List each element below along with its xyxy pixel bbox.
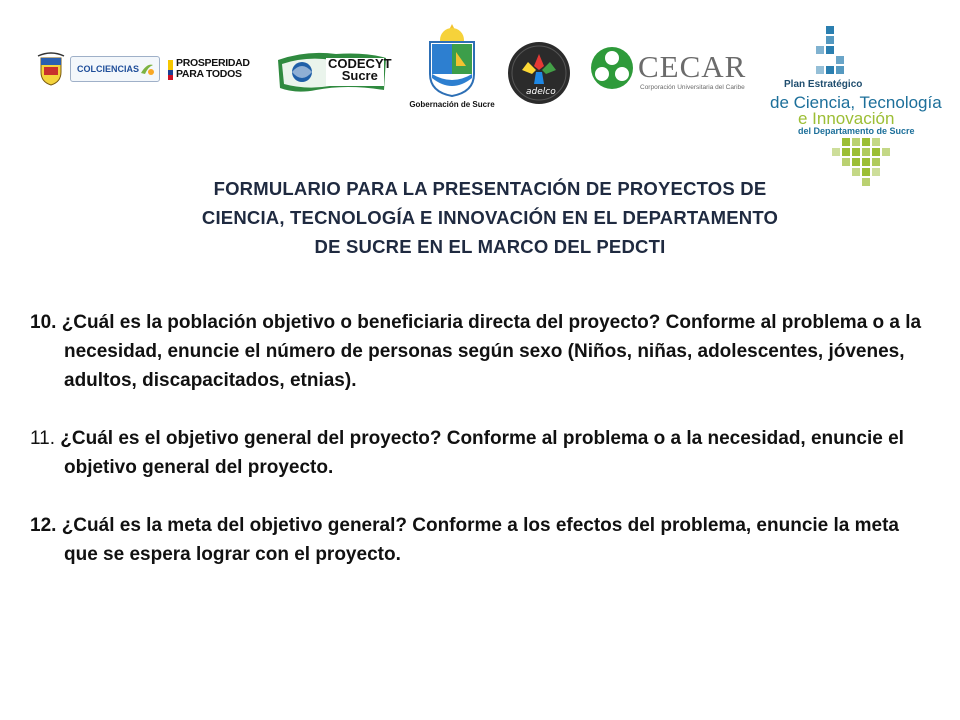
plan-line3: e Innovación [798, 109, 895, 128]
codecyt-line1: CODECYT [328, 56, 392, 71]
question-text: ¿Cuál es la población objetivo o beneficiaria directa del proyecto? Conforme al problema o a la necesidad, enuncie el número de personas según sexo (Niños, niñas, adolescentes, jóvenes, adultos, discapacitados, etnias). [61, 312, 922, 391]
plan-line2: de Ciencia, Tecnología [770, 93, 942, 112]
colombia-coat-of-arms-icon [36, 52, 66, 86]
title-line-2: CIENCIA, TECNOLOGÍA E INNOVACIÓN EN EL DEPARTAMENTO [201, 207, 779, 228]
colciencias-label: COLCIENCIAS [77, 64, 140, 74]
question-number: 12. [30, 515, 57, 536]
question-11 [30, 424, 930, 482]
red-adelco-logo [506, 40, 572, 106]
question-number: 10. [30, 312, 57, 333]
cecar-emblem-icon [590, 46, 634, 90]
prosperidad-line1: PROSPERIDAD [176, 57, 250, 69]
question-12 [30, 511, 930, 569]
colciencias-logo [36, 52, 162, 86]
plan-estrategico-logo [768, 24, 944, 194]
colombia-flag-icon [168, 60, 173, 80]
colciencias-badge [70, 56, 160, 82]
cecar-subtitle: Corporación Universitaria del Caribe [640, 84, 745, 91]
question-10 [30, 308, 930, 395]
swoosh-icon [139, 61, 155, 77]
codecyt-logo [276, 50, 392, 94]
svg-text:adelco: adelco [526, 87, 556, 97]
title-line-3: DE SUCRE EN EL MARCO DEL PEDCTI [314, 236, 666, 257]
cecar-name: CECAR [638, 49, 747, 84]
red-adelco-logo-icon [506, 40, 572, 106]
question-text: ¿Cuál es la meta del objetivo general? Conforme a los efectos del problema, enuncie la meta que se espera lograr con el proyecto. [61, 515, 899, 565]
gobernacion-logo [402, 22, 502, 114]
prosperidad-logo [168, 58, 254, 84]
codecyt-line2: Sucre [341, 68, 378, 83]
question-number: 11. [30, 428, 56, 449]
plan-line1a: Plan Estratégico [784, 79, 863, 90]
title-line-1: FORMULARIO PARA LA PRESENTACIÓN DE PROYECTOS DE [213, 178, 767, 199]
prosperidad-line2: PARA TODOS [176, 68, 242, 80]
sucre-shield-icon [426, 22, 478, 98]
cecar-logo [590, 44, 747, 98]
gobernacion-label: Gobernación de Sucre [409, 100, 495, 109]
plan-line1 [784, 80, 862, 90]
plan-line4: del Departamento de Sucre [798, 126, 915, 136]
document-title [60, 174, 920, 261]
questions-list [30, 308, 930, 598]
question-text: ¿Cuál es el objetivo general del proyecto? Conforme al problema o a la necesidad, enuncie el objetivo general del proyecto. [60, 428, 904, 478]
